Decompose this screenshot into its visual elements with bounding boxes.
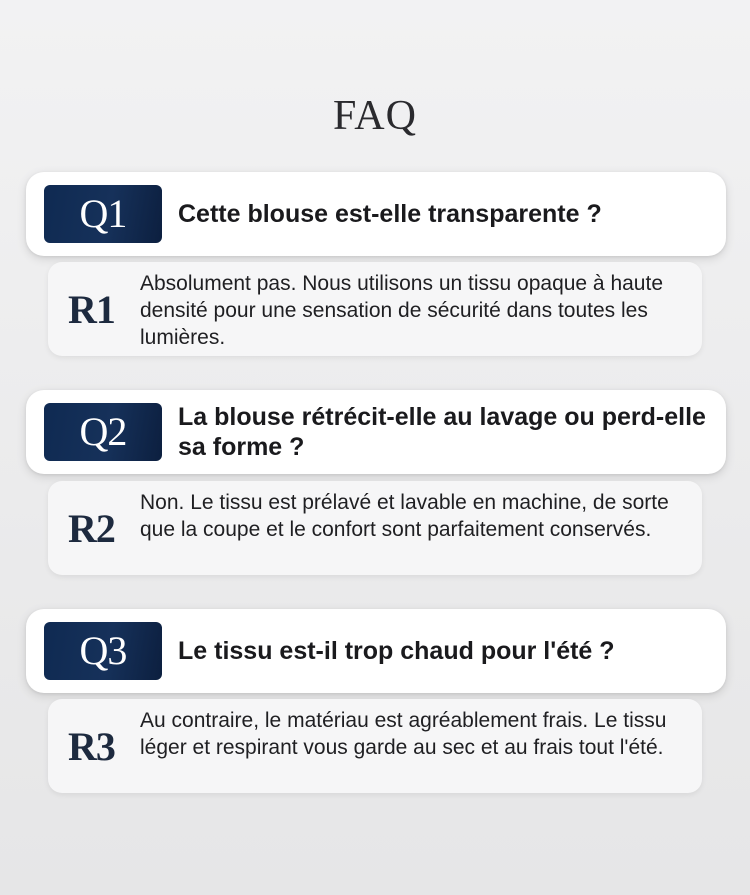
question-text-3: Le tissu est-il trop chaud pour l'été ? [178, 637, 615, 665]
answer-card-2 [48, 481, 702, 575]
page-title: FAQ [333, 93, 417, 139]
answer-label-1: R1 [68, 286, 115, 332]
question-card-3[interactable] [26, 609, 726, 693]
question-card-2[interactable] [26, 390, 726, 474]
question-badge-2: Q2 [44, 403, 162, 461]
answer-card-3 [48, 699, 702, 793]
answer-text-2: Non. Le tissu est prélavé et lavable en machine, de sorte que la coupe et le confort sont parfaitement conservés. [140, 491, 669, 541]
answer-text-1: Absolument pas. Nous utilisons un tissu opaque à haute densité pour une sensation de sécurité dans toutes les lumières. [140, 272, 664, 349]
question-badge-3: Q3 [44, 622, 162, 680]
question-text-1: Cette blouse est-elle transparente ? [178, 200, 602, 228]
answer-label-3: R3 [68, 723, 115, 769]
answer-label-2: R2 [68, 505, 115, 551]
answer-text-3: Au contraire, le matériau est agréablement frais. Le tissu léger et respirant vous garde au sec et au frais tout l'été. [140, 709, 667, 759]
answer-card-1 [48, 262, 702, 356]
question-card-1[interactable] [26, 172, 726, 256]
question-text-2: La blouse rétrécit-elle au lavage ou perd-elle sa forme ? [178, 403, 706, 461]
question-badge-1: Q1 [44, 185, 162, 243]
